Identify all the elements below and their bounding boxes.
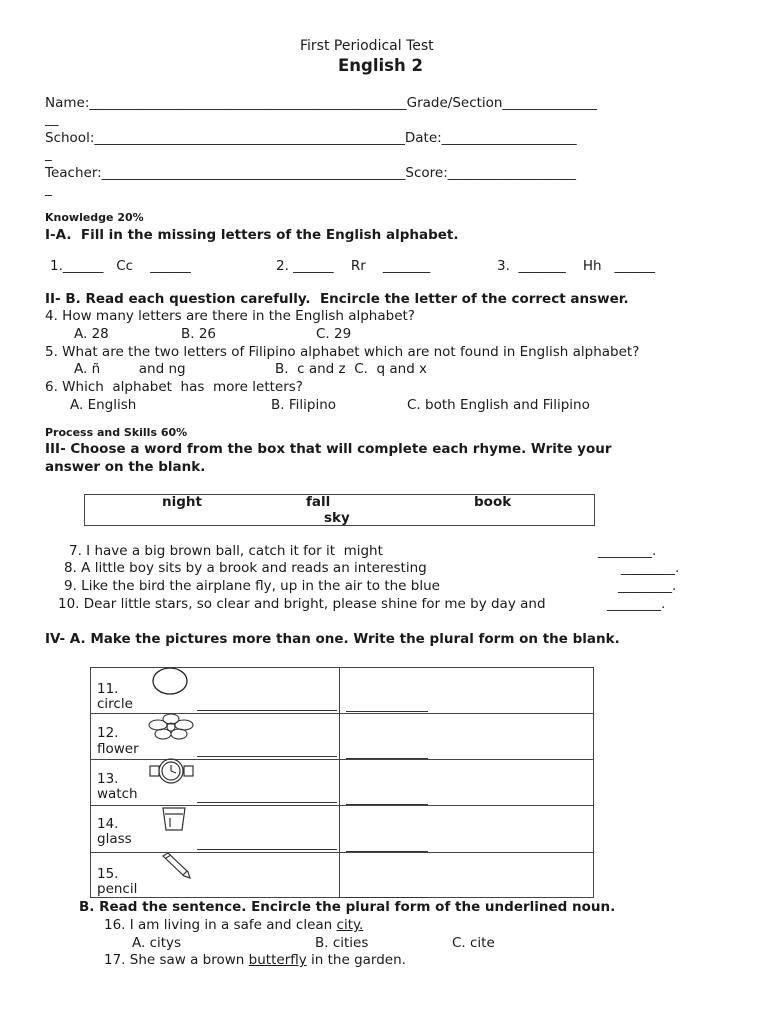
item-13-number: 13. xyxy=(97,771,119,787)
test-title: First Periodical Test xyxy=(300,38,434,54)
q6-option-a: A. English xyxy=(70,397,137,413)
question-10: 10. Dear little stars, so clear and bright, please shine for me by day and xyxy=(58,596,546,612)
table-row-11-right xyxy=(339,667,594,714)
part3-title-line2: answer on the blank. xyxy=(45,459,206,475)
item-14-word: glass xyxy=(97,831,132,847)
answer-blank-11[interactable] xyxy=(346,711,428,712)
knowledge-heading: Knowledge 20% xyxy=(45,211,144,224)
watch-icon xyxy=(149,757,195,787)
school-field-line: School:______________________________________________Date:____________________ xyxy=(45,130,577,146)
part4-title: IV- A. Make the pictures more than one. Write the plural form on the blank. xyxy=(45,631,620,647)
part1-title: I-A. Fill in the missing letters of the English alphabet. xyxy=(45,227,459,243)
question-8: 8. A little boy sits by a brook and reads an interesting xyxy=(64,560,427,576)
q4-option-c: C. 29 xyxy=(316,326,352,342)
table-row-13-right xyxy=(339,759,594,806)
q9-blank: ________. xyxy=(618,578,677,594)
word-fall: fall xyxy=(306,494,331,510)
teacher-field-line: Teacher:_____________________________________________Score:___________________ xyxy=(45,165,577,181)
question-16 xyxy=(104,917,363,933)
q16-text: 16. I am living in a safe and clean xyxy=(104,917,337,933)
circle-icon xyxy=(151,666,191,696)
question-9: 9. Like the bird the airplane fly, up in the air to the blue xyxy=(64,578,440,594)
answer-blank-14[interactable] xyxy=(346,851,428,852)
q16-option-a: A. citys xyxy=(132,935,182,951)
item-11-word: circle xyxy=(97,696,133,712)
item-12-word: flower xyxy=(97,741,139,757)
teacher-field-wrap: _ xyxy=(45,181,52,197)
item-13-word: watch xyxy=(97,786,138,802)
q10-blank: ________. xyxy=(607,596,666,612)
school-field-wrap: _ xyxy=(45,146,52,162)
part2-title: II- B. Read each question carefully. Encircle the letter of the correct answer. xyxy=(45,291,629,307)
word-sky: sky xyxy=(324,510,350,526)
q17-underlined-noun: butterfly xyxy=(248,952,307,968)
q16-underlined-noun: city. xyxy=(336,917,364,933)
item-15-word: pencil xyxy=(97,881,138,897)
table-row-14-right xyxy=(339,805,594,853)
question-6: 6. Which alphabet has more letters? xyxy=(45,379,303,395)
question-5: 5. What are the two letters of Filipino alphabet which are not found in English alphabet? xyxy=(45,344,640,360)
word-book: book xyxy=(474,494,512,510)
q4-option-a: A. 28 xyxy=(74,326,109,342)
question-7: 7. I have a big brown ball, catch it for it might xyxy=(69,543,383,559)
process-heading: Process and Skills 60% xyxy=(45,426,188,439)
item-12-number: 12. xyxy=(97,725,119,741)
item-14-left-line xyxy=(197,849,337,850)
q6-option-c: C. both English and Filipino xyxy=(407,397,590,413)
table-row-15-right xyxy=(339,852,594,898)
q5-option-a: A. ñ and ng xyxy=(74,361,186,377)
subject-title: English 2 xyxy=(338,56,423,75)
answer-blank-12[interactable] xyxy=(346,758,428,759)
q16-option-b: B. cities xyxy=(315,935,369,951)
question-4: 4. How many letters are there in the English alphabet? xyxy=(45,308,415,324)
q8-blank: ________. xyxy=(621,560,680,576)
name-field-line: Name:_______________________________________________Grade/Section______________ xyxy=(45,95,597,111)
q4-option-b: B. 26 xyxy=(181,326,217,342)
item-15-number: 15. xyxy=(97,866,119,882)
q17-text-pre: 17. She saw a brown xyxy=(104,952,249,968)
answer-blank-13[interactable] xyxy=(346,804,428,805)
part3-title-line1: III- Choose a word from the box that will complete each rhyme. Write your xyxy=(45,441,612,457)
q17-text-post: in the garden. xyxy=(306,952,406,968)
alphabet-item-2: 2. ______ Rr _______ xyxy=(276,258,431,274)
q16-option-c: C. cite xyxy=(452,935,495,951)
item-11-left-line xyxy=(197,710,337,711)
word-night: night xyxy=(162,494,202,510)
item-11-number: 11. xyxy=(97,681,119,697)
part4b-title: B. Read the sentence. Encircle the plural form of the underlined noun. xyxy=(79,899,616,915)
item-14-number: 14. xyxy=(97,816,119,832)
name-field-wrap: __ xyxy=(45,111,59,127)
q7-blank: ________. xyxy=(598,543,657,559)
table-row-12-right xyxy=(339,713,594,760)
glass-icon xyxy=(160,806,188,832)
alphabet-item-1: 1.______ Cc ______ xyxy=(50,258,191,274)
pencil-icon xyxy=(160,852,192,880)
item-13-left-line xyxy=(197,802,337,803)
item-12-left-line xyxy=(197,756,337,757)
answer-blank-15[interactable] xyxy=(346,897,428,898)
flower-icon xyxy=(144,713,198,741)
alphabet-item-3: 3. _______ Hh ______ xyxy=(497,258,655,274)
q6-option-b: B. Filipino xyxy=(271,397,337,413)
q5-options-b-c: B. c and z C. q and x xyxy=(275,361,428,377)
question-17 xyxy=(104,952,406,968)
